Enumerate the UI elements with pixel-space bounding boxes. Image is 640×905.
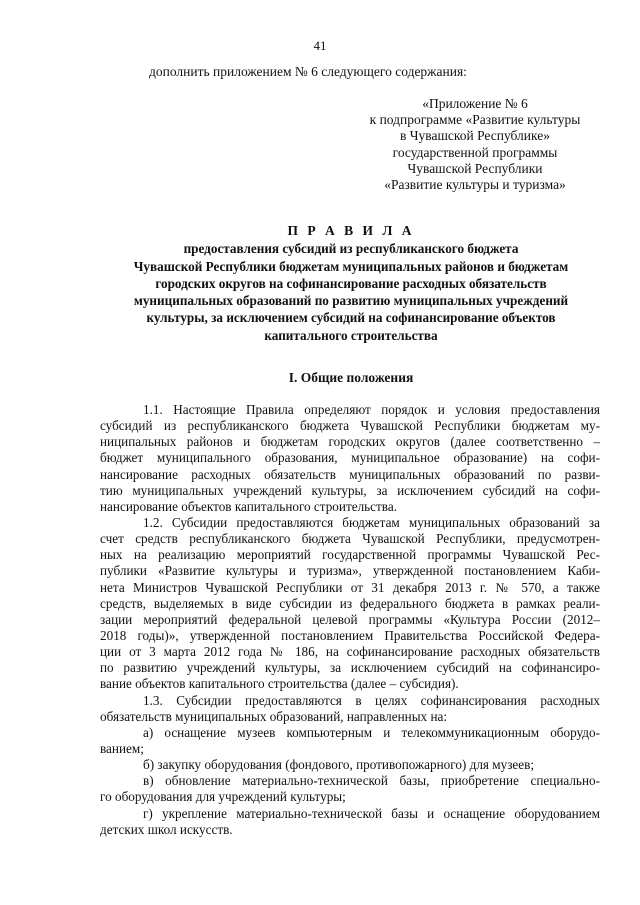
body-line: зации мероприятий федеральной целевой программы «Культура России (2012– bbox=[100, 611, 600, 627]
appendix-line: Чувашской Республики bbox=[407, 160, 543, 176]
document-title: П Р А В И Л А bbox=[287, 223, 415, 238]
body-line: ных на реализацию мероприятий государственной программы Чувашской Рес- bbox=[100, 547, 600, 563]
appendix-line: «Развитие культуры и туризма» bbox=[384, 177, 566, 193]
body-line: тию муниципальных учреждений культуры, за исключением субсидий на софи- bbox=[100, 482, 600, 498]
body-line: нета Министров Чувашской Республики от 31 декабря 2013 г. № 570, а также bbox=[100, 579, 600, 595]
body-line: субсидий из республиканского бюджета Чувашской Республики бюджетам му- bbox=[100, 418, 600, 434]
document-title-block bbox=[96, 222, 606, 344]
body-line: 1.1. Настоящие Правила определяют порядок и условия предоставления bbox=[143, 402, 600, 417]
body-line: г) укрепление материально-технической базы и оснащение оборудованием bbox=[143, 805, 600, 821]
body-line: детских школ искусств. bbox=[100, 821, 233, 837]
appendix-reference bbox=[340, 96, 610, 193]
body-line: бюджет муниципального образования, муниципальное образование) на софи- bbox=[100, 450, 600, 466]
body-text bbox=[100, 402, 600, 838]
appendix-line: государственной программы bbox=[392, 144, 558, 160]
appendix-line: «Приложение № 6 bbox=[422, 96, 528, 111]
document-subtitle-line: предоставления субсидий из республиканского бюджета bbox=[183, 241, 519, 257]
body-line: нансирование расходных обязательств муниципальных образований по разви- bbox=[100, 466, 600, 482]
document-subtitle-line: капитального строительства bbox=[264, 327, 438, 343]
section-heading: I. Общие положения bbox=[288, 370, 414, 385]
document-subtitle-line: Чувашской Республики бюджетам муниципальных районов и бюджетам bbox=[133, 258, 569, 274]
body-line: средств, выделяемых в виде субсидии из федерального бюджета в рамках реали- bbox=[100, 595, 600, 611]
document-subtitle-line: городских округов на софинансирование расходных обязательств bbox=[155, 275, 547, 291]
body-line: ванием; bbox=[100, 740, 144, 756]
body-line: ниципальных районов и бюджетам городских округов (далее соответственно – bbox=[100, 434, 600, 450]
body-line: публики «Развитие культуры и туризма», утвержденной постановлением Каби- bbox=[100, 563, 600, 579]
body-line: а) оснащение музеев компьютерным и телекоммуникационным оборудо- bbox=[143, 724, 600, 740]
appendix-line: к подпрограмме «Развитие культуры bbox=[369, 112, 581, 128]
body-line: б) закупку оборудования (фондового, противопожарного) для музеев; bbox=[143, 757, 535, 773]
body-line: по развитию учреждений культуры, за исключением субсидий на софинансиро- bbox=[100, 660, 600, 676]
body-line: счет средств республиканского бюджета Чувашской Республики, предусмотрен- bbox=[100, 531, 600, 547]
intro-line: дополнить приложением № 6 следующего содержания: bbox=[149, 64, 467, 79]
document-subtitle-line: муниципальных образований по развитию муниципальных учреждений bbox=[133, 293, 569, 309]
body-line: 1.2. Субсидии предоставляются бюджетам муниципальных образований за bbox=[143, 514, 600, 530]
body-line: в) обновление материально-технической базы, приобретение специально- bbox=[143, 773, 600, 789]
body-line: ции от 3 марта 2012 года № 186, на софинансирование расходных обязательств bbox=[100, 644, 600, 660]
body-line: го оборудования для учреждений культуры; bbox=[100, 789, 346, 805]
body-line: обязательств муниципальных образований, направленных на: bbox=[100, 708, 448, 724]
document-subtitle-line: культуры, за исключением субсидий на софинансирование объектов bbox=[146, 310, 556, 326]
body-line: вание объектов капитального строительства (далее – субсидия). bbox=[100, 676, 459, 692]
appendix-line: в Чувашской Республике» bbox=[400, 128, 550, 144]
body-line: 2018 годы)», утвержденной постановлением Правительства Российской Федера- bbox=[100, 627, 600, 643]
body-line: 1.3. Субсидии предоставляются в целях софинансирования расходных bbox=[143, 692, 600, 708]
page-number: 41 bbox=[313, 38, 327, 53]
body-line: нансирование объектов капитального строительства. bbox=[100, 498, 397, 514]
